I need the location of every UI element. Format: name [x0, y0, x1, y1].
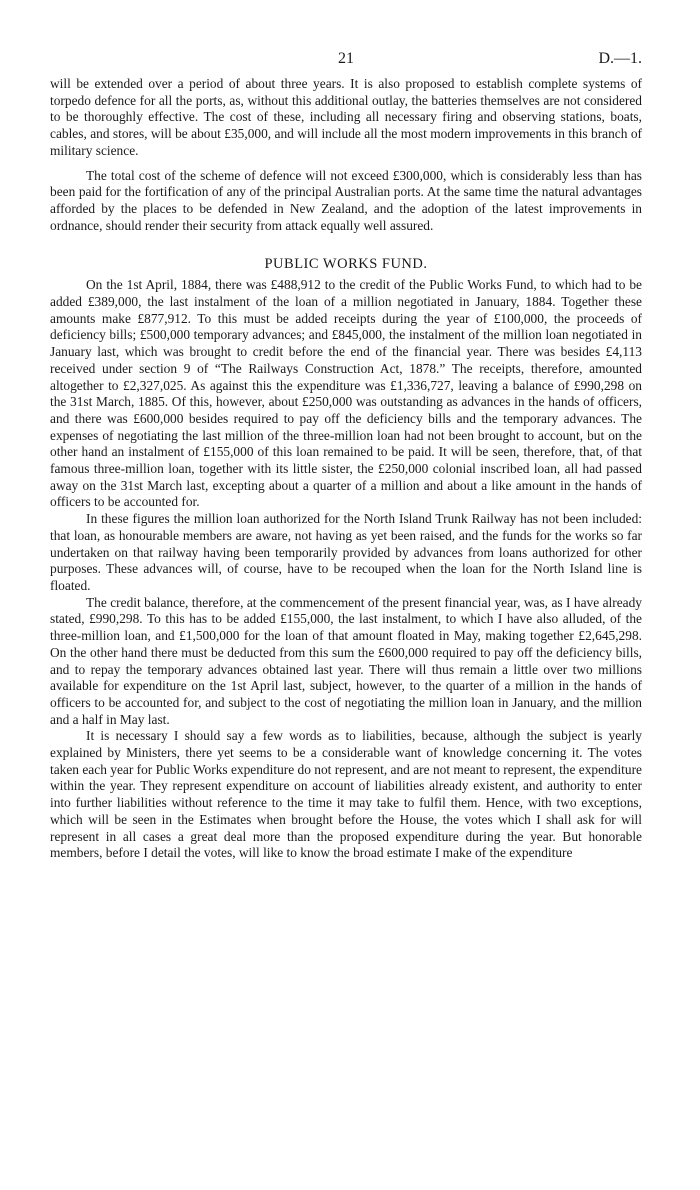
- paragraph-total-cost: The total cost of the scheme of defence will not exceed £300,000, which is considerably less than has been paid for the fortification of any of the principal Australian ports. At the same time the natural advantages afforded by the places to be defended in New Zealand, and the adoption of the latest improvements in ordnance, should render their security from attack equally well assured.: [50, 167, 642, 233]
- paragraph-liabilities: It is necessary I should say a few words as to liabilities, because, although the subject is yearly explained by Ministers, there yet seems to be a considerable want of knowledge concerning it. The votes taken each year for Public Works expenditure do not represent, and are not meant to represent, the expenditure within the year. They represent expenditure on account of liabilities already existent, and authority to enter into further liabilities without reference to the time it may take to fulfil them. Hence, with two exceptions, which will be seen in the Estimates when brought before the House, the votes which I shall ask for will represent in all cases a great deal more than the proposed expenditure during the year. But honorable members, before I detail the votes, will like to know the broad estimate I make of the expenditure: [50, 728, 642, 861]
- document-reference: D.—1.: [598, 50, 642, 67]
- section-heading: PUBLIC WORKS FUND.: [264, 256, 428, 273]
- paragraph-credit-balance: The credit balance, therefore, at the commencement of the present financial year, was, as I have already stated, £990,298. To this has to be added £155,000, the last instalment, to which I have also alluded, of the three-million loan, and £1,500,000 for the loan of that amount floated in May, making together £2,645,298. On the other hand there must be deducted from this sum the £600,000 required to pay off the deficiency bills, and to repay the temporary advances obtained last year. There will thus remain a little over two millions available for expenditure on the 1st April last, subject, however, to the quarter of a million in the hands of officers to be accounted for, and subject to the cost of negotiating the million loan in January, and the million and a half in May last.: [50, 594, 642, 727]
- page-header: [50, 50, 642, 76]
- paragraph-torpedo-defence: will be extended over a period of about three years. It is also proposed to establish complete systems of torpedo defence for all the ports, as, without this additional outlay, the batteries themselves are not considered to be thoroughly effective. The cost of these, including all necessary firing and observing stations, boats, cables, and stores, will be about £35,000, and will include all the most modern improvements in this branch of military science.: [50, 76, 642, 158]
- body-text: [50, 76, 642, 862]
- page-number: 21: [338, 50, 354, 67]
- paragraph-trunk-railway: In these figures the million loan authorized for the North Island Trunk Railway has not been included: that loan, as honourable members are aware, not having as yet been raised, and the funds for the works so far undertaken on that railway having been temporarily provided by advances from loans authorized for other purposes. These advances will, of course, have to be recouped when the loan for the North Island line is floated.: [50, 511, 642, 593]
- paragraph-fund-balance: On the 1st April, 1884, there was £488,912 to the credit of the Public Works Fund, to which had to be added £389,000, the last instalment of the loan of a million negotiated in January, 1884. Together these amounts make £877,912. To this must be added receipts during the year of £100,000, the proceeds of deficiency bills; £500,000 temporary advances; and £845,000, the instalment of the million loan negotiated in January last, which was brought to credit before the end of the financial year. There was besides £4,113 received under section 9 of “The Railways Construction Act, 1878.” The receipts, therefore, amounted altogether to £2,327,025. As against this the expenditure was £1,336,727, leaving a balance of £990,298 on the 31st March, 1885. Of this, however, about £250,000 was outstanding as advances in the hands of officers, and there was £600,000 besides required to pay off the deficiency bills and the temporary advances. The expenses of negotiating the last million of the three-million loan had not been brought to account, but on the other hand an instalment of £155,000 of this loan remained to be paid. It will be seen, therefore, that, of that famous three-million loan, together with its little sister, the £250,000 colonial inscribed loan, all had passed away on the 31st March last, excepting about a quarter of a million and about a like amount in the hands of officers to be accounted for.: [50, 277, 642, 510]
- document-page: [50, 50, 642, 862]
